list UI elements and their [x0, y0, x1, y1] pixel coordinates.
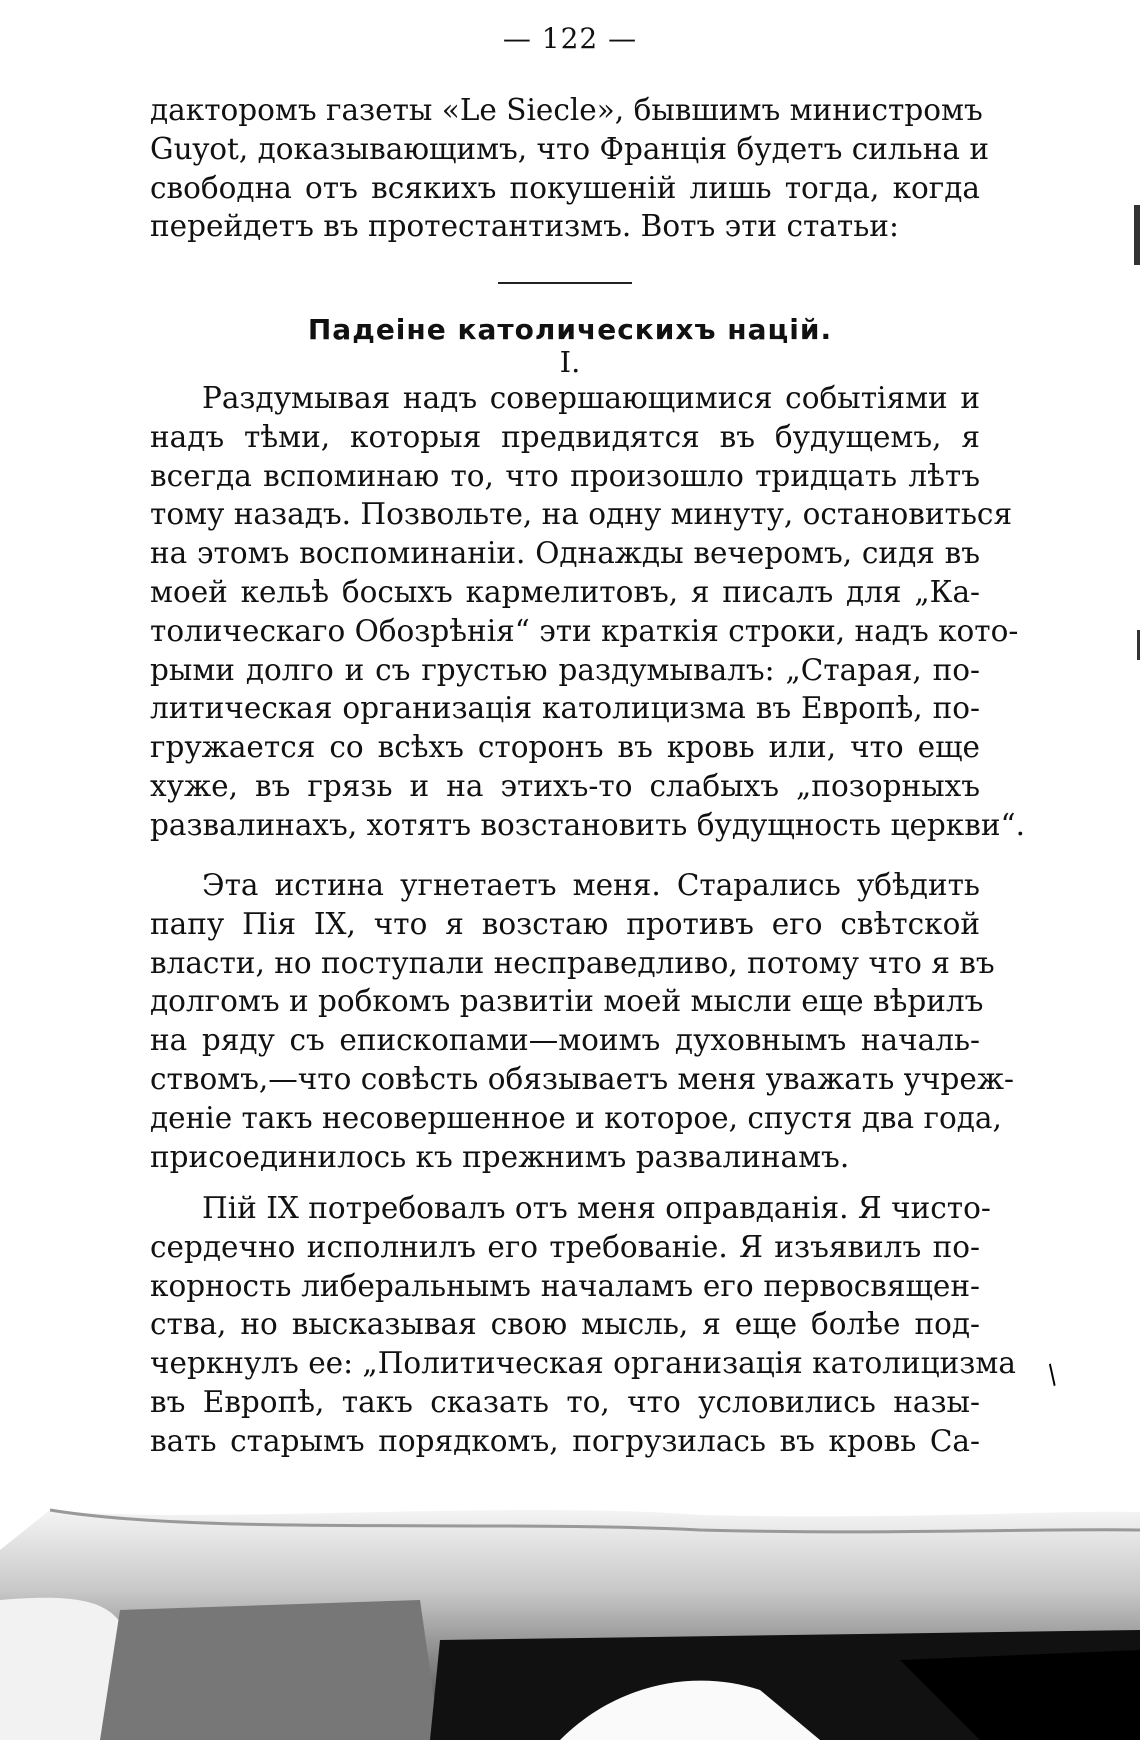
- text-line: вать старымъ порядкомъ, погрузилась въ кровь Са-: [150, 1423, 980, 1458]
- paragraph-2: [150, 866, 1014, 1176]
- text-line: рыми долго и съ грустью раздумывалъ: „Старая, по-: [150, 652, 980, 687]
- paragraph-1: [150, 379, 1025, 845]
- text-line: литическая организацiя католицизма въ Европѣ, по-: [150, 691, 980, 726]
- text-line: всегда вспоминаю то, что произошло тридцать лѣтъ: [150, 458, 980, 493]
- scan-page-curl-shadow: [0, 1490, 1140, 1740]
- text-line: папу Пiя IX, что я возстаю противъ его свѣтской: [150, 906, 980, 941]
- text-line: на этомъ воспоминанiи. Однажды вечеромъ, сидя въ: [150, 536, 980, 571]
- text-line: Раздумывая надъ совершающимися событiями и: [202, 381, 980, 415]
- text-line: надъ тѣми, которыя предвидятся въ будущемъ, я: [150, 419, 980, 454]
- text-line: Пiй IX потребовалъ отъ меня оправданiя. Я чисто-: [202, 1191, 991, 1225]
- margin-pencil-mark: /: [1041, 1359, 1064, 1391]
- text-line: сердечно исполнилъ его требованiе. Я изъявилъ по-: [150, 1229, 980, 1264]
- text-line: свободна отъ всякихъ покушенiй лишь тогда, когда: [150, 170, 980, 205]
- text-line: дакторомъ газеты «Le Siecle», бывшимъ министромъ: [150, 93, 983, 127]
- article-title: Падеiне католическихъ нацiй.: [307, 313, 833, 346]
- text-line: хуже, въ грязь и на этихъ-то слабыхъ „позорныхъ: [150, 768, 980, 803]
- page-number: — 122 —: [502, 22, 638, 55]
- text-line: моей кельѣ босыхъ кармелитовъ, я писалъ для „Ка-: [150, 574, 980, 609]
- text-line: Guyot, доказывающимъ, что Францiя будетъ сильна и: [150, 131, 990, 166]
- text-line: гружается со всѣхъ сторонъ въ кровь или, что еще: [150, 730, 980, 765]
- text-line: Эта истина угнетаетъ меня. Старались убѣдить: [202, 868, 980, 902]
- text-line: ствомъ,—что совѣсть обязываетъ меня уважать учреж-: [150, 1061, 1014, 1096]
- text-line: толическаго Обозрѣнiя“ эти краткiя строки, надъ кото-: [150, 613, 1019, 648]
- text-line: долгомъ и робкомъ развитiи моей мысли еще вѣрилъ: [150, 984, 984, 1019]
- text-line: корность либеральнымъ началамъ его первосвящен-: [150, 1268, 980, 1303]
- text-line: развалинахъ, хотятъ возстановить будущность церкви“.: [150, 807, 1025, 842]
- text-line: тому назадъ. Позвольте, на одну минуту, остановиться: [150, 497, 1013, 532]
- intro-paragraph: [150, 91, 990, 246]
- text-line: перейдетъ въ протестантизмъ. Вотъ эти статьи:: [150, 209, 899, 244]
- page-edge-mark: [1134, 205, 1140, 265]
- section-divider: [498, 282, 632, 284]
- paragraph-3: [150, 1189, 1016, 1461]
- text-line: черкнулъ ее: „Политическая организацiя католицизма: [150, 1346, 1016, 1381]
- text-line: денiе такъ несовершенное и которое, спустя два года,: [150, 1100, 1002, 1135]
- section-numeral: I.: [559, 345, 581, 379]
- text-line: присоединилось къ прежнимъ развалинамъ.: [150, 1139, 850, 1174]
- text-line: ства, но высказывая свою мысль, я еще болѣе под-: [150, 1307, 980, 1342]
- text-line: на ряду съ епископами—моимъ духовнымъ началь-: [150, 1023, 980, 1058]
- text-line: въ Европѣ, такъ сказать то, что условились назы-: [150, 1384, 980, 1419]
- text-line: власти, но поступали несправедливо, потому что я въ: [150, 945, 995, 980]
